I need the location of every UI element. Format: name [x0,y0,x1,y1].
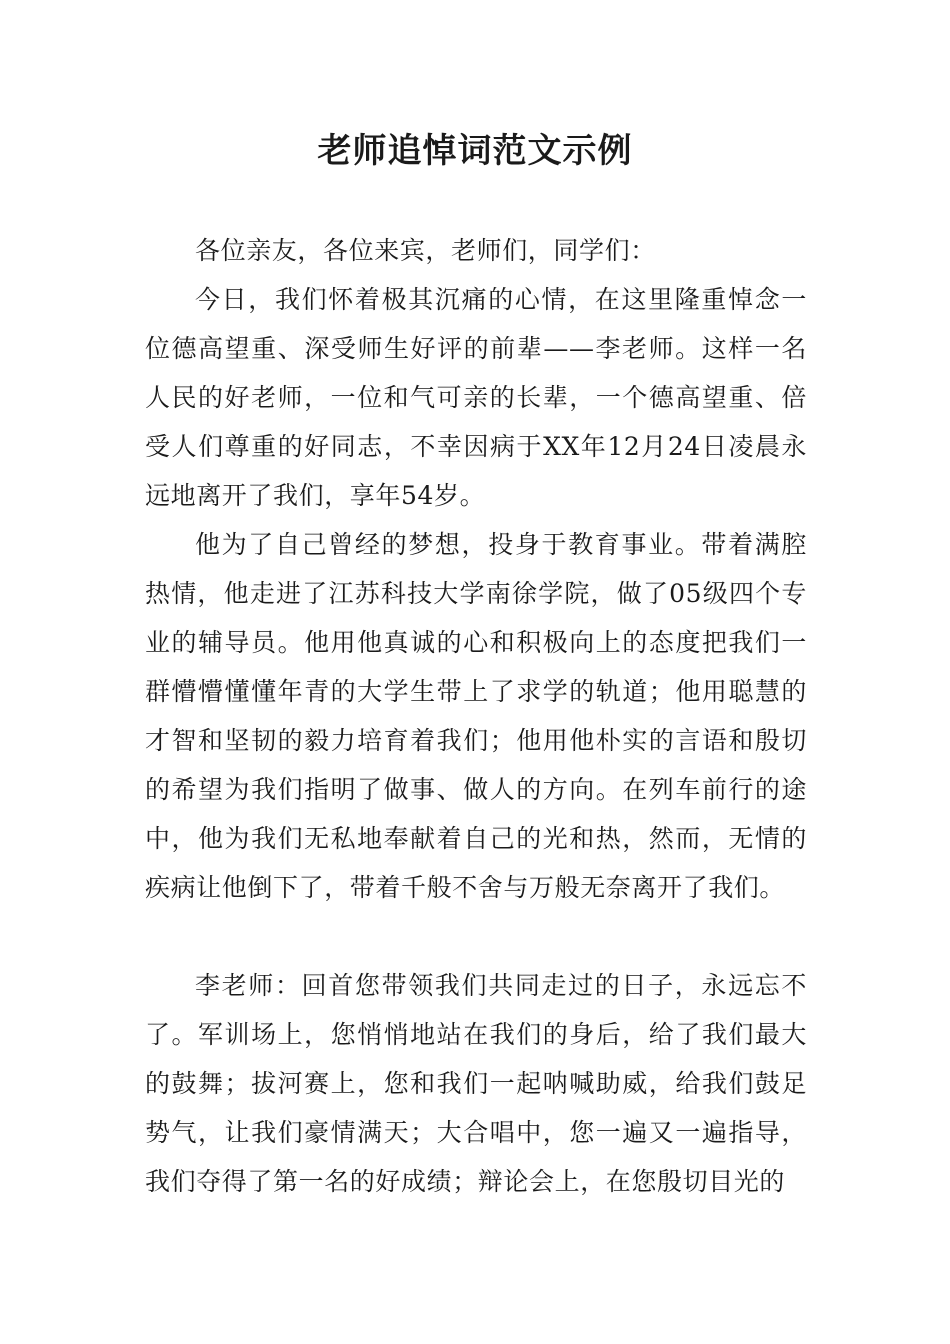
paragraph-spacer [145,912,807,961]
paragraph-greeting: 各位亲友，各位来宾，老师们，同学们： [195,236,656,265]
paragraph-career: 他为了自己曾经的梦想，投身于教育事业。带着满腔热情，他走进了江苏科技大学南徐学院，做了05级四个专业的辅导员。他用他真诚的心和积极向上的态度把我们一群懵懵懂懂年青的大学生带上了求学的轨道；他用聪慧的才智和坚韧的毅力培育着我们；他用他朴实的言语和殷切的希望为我们指明了做事、做人的方向。在列车前行的途中，他为我们无私地奉献着自己的光和热，然而，无情的疾病让他倒下了，带着千般不舍与万般无奈离开了我们。 [145,530,807,902]
document-body [145,226,807,1206]
paragraph-intro: 今日，我们怀着极其沉痛的心情，在这里隆重悼念一位德高望重、深受师生好评的前辈——李老师。这样一名人民的好老师，一位和气可亲的长辈，一个德高望重、倍受人们尊重的好同志，不幸因病于XX年12月24日凌晨永远地离开了我们，享年54岁。 [145,285,807,510]
paragraph-memories: 李老师：回首您带领我们共同走过的日子，永远忘不了。军训场上，您悄悄地站在我们的身后，给了我们最大的鼓舞；拔河赛上，您和我们一起呐喊助威，给我们鼓足势气，让我们豪情满天；大合唱中，您一遍又一遍指导，我们夺得了第一名的好成绩；辩论会上，在您殷切目光的 [145,971,807,1196]
document-title: 老师追悼词范文示例 [317,131,633,171]
